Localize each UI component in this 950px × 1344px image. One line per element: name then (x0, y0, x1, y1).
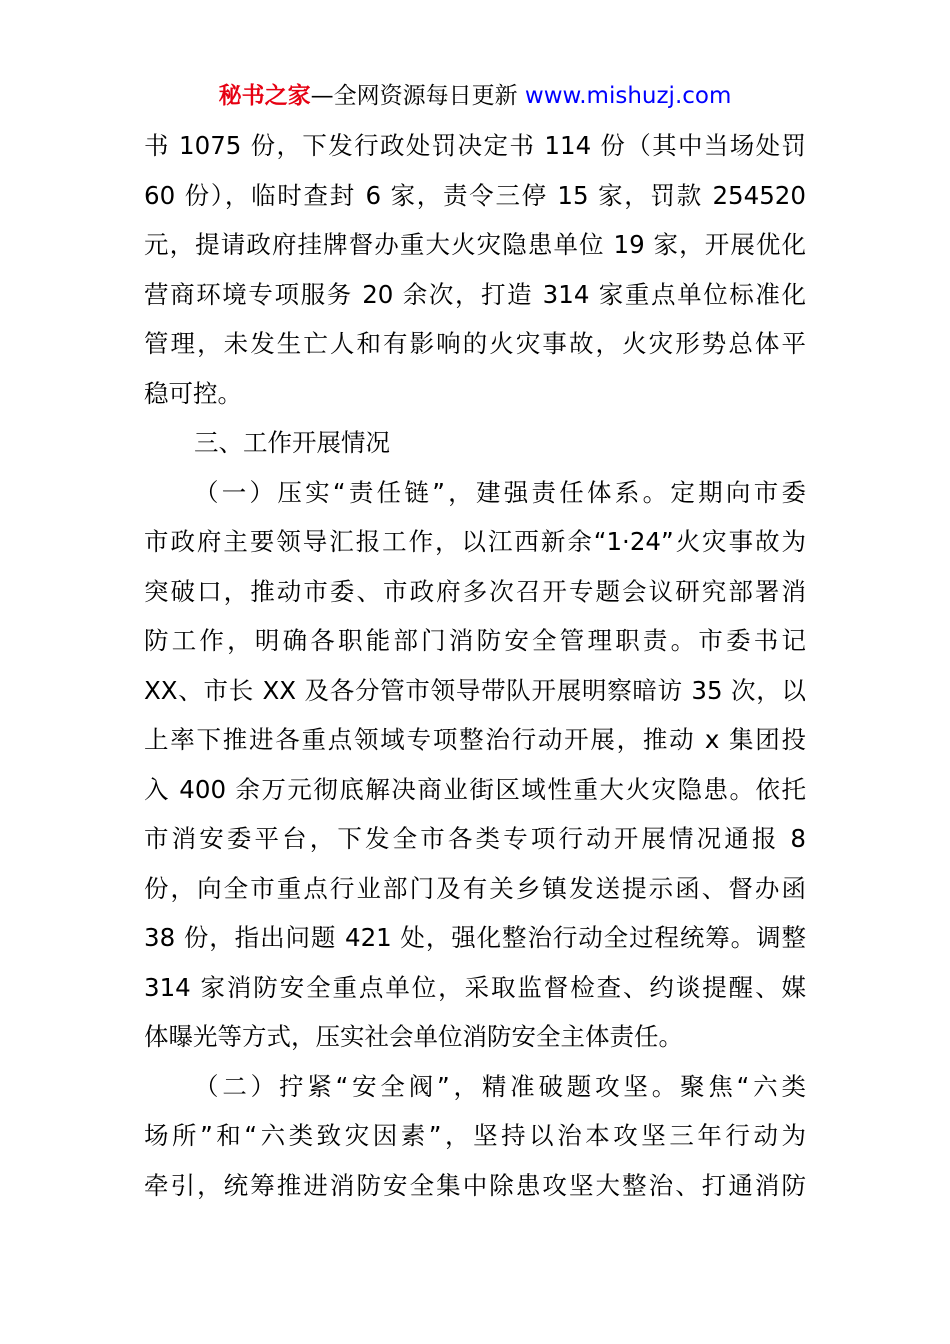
body-line: 入 400 余万元彻底解决商业街区域性重大火灾隐患。依托 (144, 774, 806, 804)
body-line: 314 家消防安全重点单位，采取监督检查、约谈提醒、媒 (144, 972, 806, 1002)
body-line: 市政府主要领导汇报工作，以江西新余“1·24”火灾事故为 (144, 527, 806, 556)
body-line: 牵引，统筹推进消防安全集中除患攻坚大整治、打通消防 (144, 1170, 806, 1200)
section-heading: 三、工作开展情况 (194, 428, 390, 457)
body-line: 突破口，推动市委、市政府多次召开专题会议研究部署消 (144, 576, 806, 606)
body-line: 体曝光等方式，压实社会单位消防安全主体责任。 (144, 1022, 683, 1051)
body-line: 份，向全市重点行业部门及有关乡镇发送提示函、督办函 (144, 873, 806, 903)
body-line: 上率下推进各重点领域专项整治行动开展，推动 x 集团投 (144, 725, 806, 754)
body-line: 38 份，指出问题 421 处，强化整治行动全过程统筹。调整 (144, 923, 806, 952)
body-line: 营商环境专项服务 20 余次，打造 314 家重点单位标准化 (144, 279, 806, 309)
body-line: 防工作，明确各职能部门消防安全管理职责。市委书记 (144, 626, 806, 655)
body-line: 管理，未发生亡人和有影响的火灾事故，火灾形势总体平 (144, 329, 806, 358)
body-line: XX、市长 XX 及各分管市领导带队开展明察暗访 35 次，以 (144, 675, 806, 705)
document-body (144, 121, 806, 1210)
body-line: 元，提请政府挂牌督办重大火灾隐患单位 19 家，开展优化 (144, 230, 806, 259)
body-line: 60 份），临时查封 6 家，责令三停 15 家，罚款 254520 (144, 180, 806, 210)
site-header (0, 80, 950, 112)
site-brand: 秘书之家 (218, 83, 311, 109)
body-line: 书 1075 份，下发行政处罚决定书 114 份（其中当场处罚 (144, 131, 806, 160)
body-line: 稳可控。 (144, 378, 242, 408)
subsection-heading-line: （一）压实“责任链”，建强责任体系。定期向市委 (194, 477, 806, 507)
body-line: 市消安委平台，下发全市各类专项行动开展情况通报 8 (144, 824, 806, 853)
subsection-heading-line: （二）拧紧“安全阀”，精准破题攻坚。聚焦“六类 (194, 1071, 806, 1101)
body-line: 场所”和“六类致灾因素”，坚持以治本攻坚三年行动为 (144, 1121, 806, 1150)
site-tagline: —全网资源每日更新 (310, 83, 525, 109)
site-url-link[interactable]: www.mishuzj.com (524, 83, 732, 109)
